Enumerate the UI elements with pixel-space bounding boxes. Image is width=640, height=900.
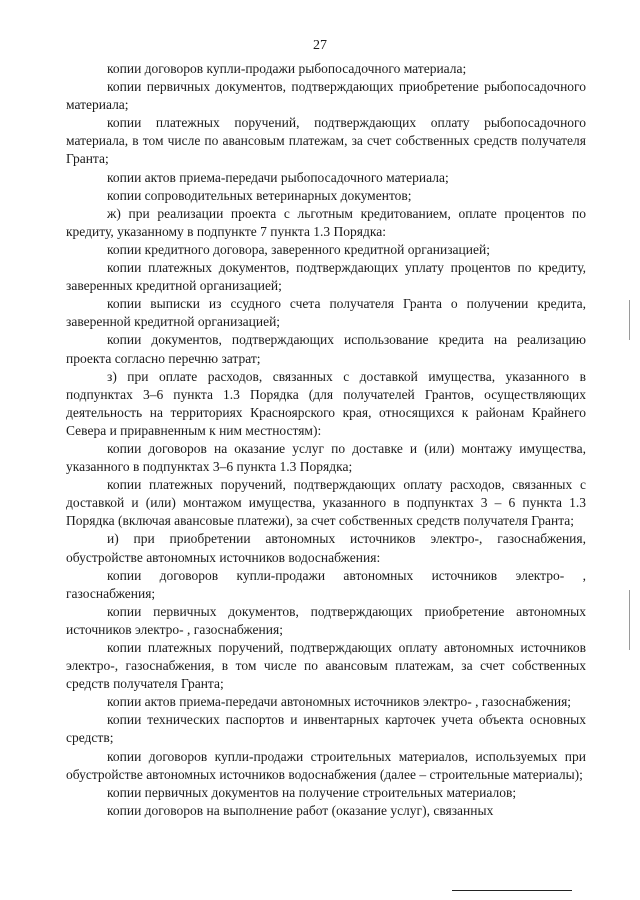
paragraph: копии платежных поручений, подтверждающих оплату автономных источников электро-, газоснабжения, в том числе по авансовым платежам, за счет собственных средств получателя Гранта; — [66, 640, 586, 692]
document-body — [66, 60, 586, 820]
scan-margin-mark — [629, 590, 630, 650]
paragraph: копии договоров купли-продажи рыбопосадочного материала; — [107, 61, 467, 76]
paragraph: копии актов приема-передачи автономных источников электро- , газоснабжения; — [107, 694, 572, 710]
paragraph: копии выписки из ссудного счета получателя Гранта о получении кредита, заверенной кредитной организацией; — [66, 296, 586, 330]
paragraph: копии договоров купли-продажи автономных источников электро- , газоснабжения; — [66, 567, 586, 601]
paragraph: копии первичных документов, подтверждающих приобретение автономных источников электро- , газоснабжения; — [66, 603, 586, 637]
paragraph: копии платежных документов, подтверждающих уплату процентов по кредиту, заверенных кредитной организацией; — [66, 260, 586, 294]
paragraph: копии первичных документов, подтверждающих приобретение рыбопосадочного материала; — [66, 79, 586, 113]
page-number: 27 — [313, 38, 327, 53]
paragraph: з) при оплате расходов, связанных с доставкой имущества, указанного в подпунктах 3–6 пункта 1.3 Порядка (для получателей Грантов, осуществляющих деятельность на территориях Красноярского края, относящихся к районам Крайнего Севера и приравненным к ним местностям): — [66, 368, 586, 438]
paragraph: копии договоров купли-продажи строительных материалов, используемых при обустройстве автономных источников водоснабжения (далее – строительные материалы); — [66, 748, 586, 782]
paragraph: копии сопроводительных ветеринарных документов; — [107, 187, 412, 203]
paragraph: и) при приобретении автономных источников электро-, газоснабжения, обустройстве автономных источников водоснабжения: — [66, 531, 586, 565]
scan-margin-mark — [629, 300, 630, 340]
paragraph: копии первичных документов на получение строительных материалов; — [107, 784, 517, 800]
paragraph: ж) при реализации проекта с льготным кредитованием, оплате процентов по кредиту, указанному в подпункте 7 пункта 1.3 Порядка: — [66, 205, 586, 239]
paragraph: копии договоров на оказание услуг по доставке и (или) монтажу имущества, указанного в подпунктах 3–6 пункта 1.3 Порядка; — [66, 440, 586, 475]
paragraph: копии кредитного договора, заверенного кредитной организацией; — [107, 241, 490, 257]
paragraph: копии технических паспортов и инвентарных карточек учета объекта основных средств; — [66, 712, 586, 746]
paragraph: копии платежных поручений, подтверждающих оплату расходов, связанных с доставкой и (или) монтажом имущества, указанного в подпунктах 3 – 6 пункта 1.3 Порядка (включая авансовые платежи), за счет собственных средств получателя Гранта; — [66, 477, 586, 529]
paragraph: копии актов приема-передачи рыбопосадочного материала; — [107, 169, 449, 185]
footer-rule — [452, 890, 572, 891]
paragraph: копии документов, подтверждающих использование кредита на реализацию проекта согласно перечню затрат; — [66, 332, 586, 366]
paragraph: копии договоров на выполнение работ (оказание услуг), связанных — [107, 802, 494, 818]
paragraph: копии платежных поручений, подтверждающих оплату рыбопосадочного материала, в том числе по авансовым платежам, за счет собственных средств получателя Гранта; — [66, 115, 586, 167]
